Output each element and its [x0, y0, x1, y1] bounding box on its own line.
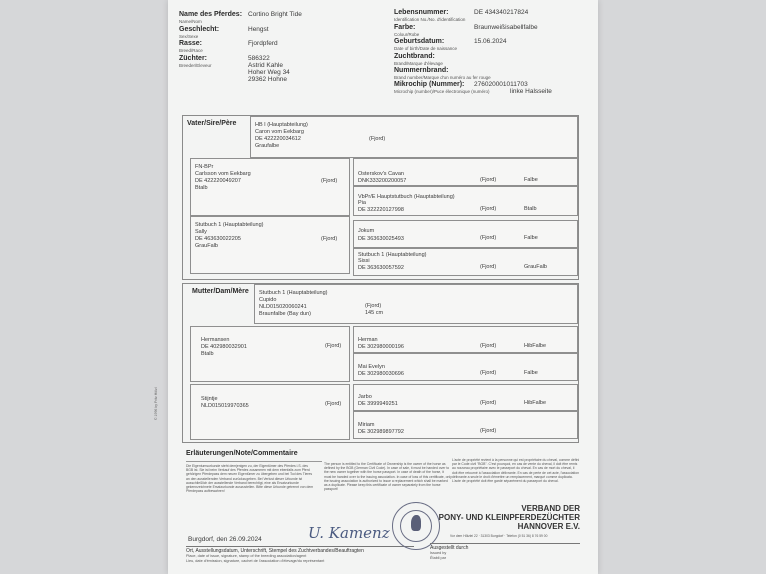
sex-label: Geschlecht:: [179, 26, 220, 33]
association-address: Vor dem Hölzlei 22 · 31303 Burgdorf · Telefon (0 51 36) 8 76 59 00: [450, 534, 548, 538]
dam-granddam-breed: (Fjord): [325, 401, 342, 407]
dam-ggd1-breed: (Fjord): [480, 370, 497, 376]
breeder-number: 586322: [248, 55, 270, 62]
microchip-value: 276020001011703: [474, 81, 528, 88]
remarks-de: Die Eigentumsurkunde steht demjenigen zu, der Eigentümer des Pferdes i.S. des BGB ist. Sie ist beim Verkauf des Pferdes zusammen mit dem ebenfalls zum Pferd gehörigen Pferdepass dem neuen Eigentümer zu übergeben und bei Tod des Tieres an den ausstellenden Verband zurückzugeben. Bei Verlust dieser Urkunde ist ausschließlich der ausstellende Verband berechtigt, eine als Ersatzurkunde gekennzeichnete Ersatzurkunde auszustellen. Bitte diese Urkunde getrennt von dem Pferdepass aufbewahren!: [186, 464, 314, 494]
sire-ggd2-color: GrauFalb: [524, 264, 547, 270]
dam-grandsire-name: Hermansen: [201, 337, 230, 343]
issue-caption-fr: Lieu, date d'émission, signature, cachet de l'association d'élevage/du représentant: [186, 559, 325, 563]
sire-ggd1-book: VbPr/E Hauptstutbuch (Hauptabteilung): [358, 194, 455, 200]
microchip-location: linke Halsseite: [510, 88, 552, 95]
life-number-sub: Identification No./No. d'identification: [394, 17, 466, 22]
issued-by-fr: Établi par: [430, 556, 447, 560]
brand-label: Zuchtbrand:: [394, 53, 435, 60]
breeder-name: Astrid Kahle: [248, 62, 284, 69]
breeder-street: Hoher Weg 34: [248, 69, 290, 76]
sire-ggd2-breed: (Fjord): [480, 264, 497, 270]
sire-granddam-breed: (Fjord): [321, 236, 338, 242]
signature: U. Kamenz: [308, 524, 390, 542]
sire-granddam-book: Stutbuch 1 (Hauptabteilung): [195, 222, 264, 228]
horse-name-label: Name des Pferdes:: [179, 11, 243, 18]
sire-ggd2-name: Sissi: [358, 258, 370, 264]
sire-grandsire-book: FN-BPr: [195, 164, 214, 170]
dam-granddam-id: NLD015019970365: [201, 403, 249, 409]
sire-id: DE 422220034612: [255, 136, 301, 142]
dam-ggs1-breed: (Fjord): [480, 343, 497, 349]
breeder-sub: Breeder/Eleveur: [179, 63, 212, 68]
sire-grandsire-color: Btalb: [195, 185, 208, 191]
sire-ggd1-box: [353, 186, 578, 216]
issue-caption-de: Ort, Ausstellungsdatum, Unterschrift, Stempel des Zuchtverbandes/Beauftragten: [186, 548, 364, 554]
dam-granddam-name: Stijntje: [201, 396, 218, 402]
sex-sub: Sex/Sexe: [179, 34, 199, 39]
dam-book: Stutbuch 1 (Hauptabteilung): [259, 290, 328, 296]
sire-section-title: Vater/Sire/Père: [187, 120, 237, 127]
colour-label: Farbe:: [394, 24, 416, 31]
association-name-2: PONY- UND KLEINPFERDEZÜCHTER: [438, 513, 580, 522]
issued-by-de: Ausgestellt durch: [430, 545, 469, 551]
dam-granddam-box: [190, 384, 350, 440]
breed-value: Fjordpferd: [248, 40, 278, 47]
remarks-title: Erläuterungen/Note/Commentaire: [186, 450, 298, 457]
sire-name: Caron vom Eekbarg: [255, 129, 304, 135]
dam-ggs2-color: HibFalbe: [524, 400, 547, 406]
birth-date-value: 15.06.2024: [474, 38, 507, 45]
dam-ggd1-color: Falbe: [524, 370, 538, 376]
colour-sub: Colour/Robe: [394, 32, 420, 37]
sire-color: Graufalbe: [255, 143, 280, 149]
sire-book: HB I (Hauptabteilung): [255, 122, 308, 128]
dam-ggs1-name: Herman: [358, 337, 378, 343]
dam-ggs2-name: Jarbo: [358, 394, 372, 400]
copyright-note: © 1996 by Fritz Hölzl: [154, 387, 158, 420]
sire-ggd1-id: DE 322220127998: [358, 207, 404, 213]
remarks-en: The person is entitled to the Certificate of Ownership is the owner of the horse as defined by the BGB (German Civil Code). In case of sale, it must be handed over to the new owner together with the horse passport. In case of death of the horse, it must be handed over to the issuing association. In case of loss of this certificate, only the issuing association is authorized to issue a replacement which shall be marked as a duplicate. Please keep this certificate of owner separately from the horse passport!: [324, 462, 452, 492]
sire-grandsire-name: Carlsson vom Eekbarg: [195, 171, 251, 177]
dam-box: [254, 284, 578, 324]
sire-granddam-name: Sally: [195, 229, 207, 235]
sire-box: [250, 116, 578, 158]
sire-breed: (Fjord): [369, 136, 386, 142]
sire-grandsire-id: DE 422220049207: [195, 178, 241, 184]
association-name-1: VERBAND DER: [521, 504, 580, 513]
dam-ggd2-id: DE 302989897792: [358, 429, 404, 435]
horse-name-value: Cortino Bright Tide: [248, 11, 302, 18]
dam-ggd2-breed: (Fjord): [480, 428, 497, 434]
dam-ggd1-id: DE 302980030696: [358, 371, 404, 377]
dam-grandsire-id: DE 402980032901: [201, 344, 247, 350]
number-brand-sub: Brand number/Marque d'un numéro au fer rouge: [394, 75, 491, 80]
issue-place-date: Burgdorf, den 26.09.2024: [188, 536, 262, 543]
horse-name-sub: Name/Nom: [179, 19, 202, 24]
ownership-certificate: [154, 0, 598, 574]
sire-granddam-color: GrauFalb: [195, 243, 218, 249]
horse-head-icon: [411, 515, 421, 531]
sire-ggs1-box: [353, 158, 578, 186]
dam-name: Cupido: [259, 297, 277, 303]
sire-ggs2-name: Jokum: [358, 228, 375, 234]
life-number-value: DE 434340217824: [474, 9, 529, 16]
dam-ggs1-box: [353, 326, 578, 353]
sire-ggd1-color: Btalb: [524, 206, 537, 212]
sire-ggs1-id: DNK333200200057: [358, 178, 407, 184]
dam-ggd1-name: Mai Evelyn: [358, 364, 385, 370]
sire-ggd1-name: Pia: [358, 200, 366, 206]
birth-date-sub: Date of birth/Date de naissance: [394, 46, 458, 51]
sire-ggs2-id: DE 363630025493: [358, 236, 404, 242]
sire-ggs2-color: Falbe: [524, 235, 538, 241]
dam-ggd2-name: Miriam: [358, 422, 375, 428]
dam-ggd1-box: [353, 353, 578, 381]
issue-caption-en: Place, date of issue, signature, stamp of the breeding association/agent: [186, 554, 307, 558]
dam-id: NLD015020060241: [259, 304, 307, 310]
issued-by-en: Issued by: [430, 551, 447, 555]
breeder-label: Züchter:: [179, 55, 207, 62]
life-number-label: Lebensnummer:: [394, 9, 449, 16]
brand-sub: Brand/Marque d'élevage: [394, 61, 443, 66]
dam-ggd2-box: [353, 411, 578, 439]
sire-ggd1-breed: (Fjord): [480, 206, 497, 212]
dam-grandsire-color: Btalb: [201, 351, 214, 357]
remarks-fr: L'acte de propriété revient à la personne qui est propriétaire du cheval, comme défini par le Code civil "BGB". C'est pourquoi, en cas de vente du cheval, il doit être remis au nouveau propriétaire avec le passeport du cheval. En cas de mort du cheval, il doit être retourné à l'association délivrante. En cas de perte de cet acte, l'association délivrante a seule le droit d'émettre un remplacement, marqué comme duplicata. L'acte de propriété doit être gardé séparément du passeport du cheval.: [452, 458, 580, 484]
sire-ggd2-id: DE 363630057592: [358, 265, 404, 271]
dam-height: 145 cm: [365, 310, 384, 316]
dam-grandsire-breed: (Fjord): [325, 343, 342, 349]
colour-value: Braunweißisabellfalbe: [474, 24, 538, 31]
microchip-label: Mikrochip (Nummer):: [394, 81, 465, 88]
breed-sub: Breed/Race: [179, 48, 203, 53]
association-name-3: HANNOVER E.V.: [517, 522, 580, 531]
sex-value: Hengst: [248, 26, 269, 33]
remarks-divider: [186, 461, 322, 462]
dam-color: Braunfalbe (Bay dun): [259, 311, 311, 317]
sire-ggs1-name: Osterskov's Cavan: [358, 171, 404, 177]
sire-ggs1-breed: (Fjord): [480, 177, 497, 183]
sire-ggs2-breed: (Fjord): [480, 235, 497, 241]
number-brand-label: Nummernbrand:: [394, 67, 449, 74]
dam-section-title: Mutter/Dam/Mère: [192, 288, 249, 295]
sire-grandsire-box: [190, 158, 350, 216]
sire-granddam-id: DE 463630022205: [195, 236, 241, 242]
dam-ggs2-breed: (Fjord): [480, 400, 497, 406]
sire-ggs1-color: Falbe: [524, 177, 538, 183]
sire-ggd2-box: [353, 248, 578, 276]
issued-line: [430, 543, 580, 544]
dam-grandsire-box: [190, 326, 350, 382]
dam-ggs1-id: DE 302980000196: [358, 344, 404, 350]
breed-label: Rasse:: [179, 40, 202, 47]
sire-granddam-box: [190, 216, 350, 274]
dam-breed: (Fjord): [365, 303, 382, 309]
dam-ggs1-color: HibFalbe: [524, 343, 547, 349]
dam-ggs2-box: [353, 384, 578, 411]
birth-date-label: Geburtsdatum:: [394, 38, 445, 45]
signature-line: [186, 546, 414, 547]
breeder-city: 29362 Hohne: [248, 76, 288, 83]
sire-grandsire-breed: (Fjord): [321, 178, 338, 184]
sire-ggd2-book: Stutbuch 1 (Hauptabteilung): [358, 252, 427, 258]
dam-ggs2-id: DE 3999949251: [358, 401, 398, 407]
sire-ggs2-box: [353, 220, 578, 248]
microchip-sub: Microchip (number)/Puce électronique (numéro): [394, 89, 490, 94]
